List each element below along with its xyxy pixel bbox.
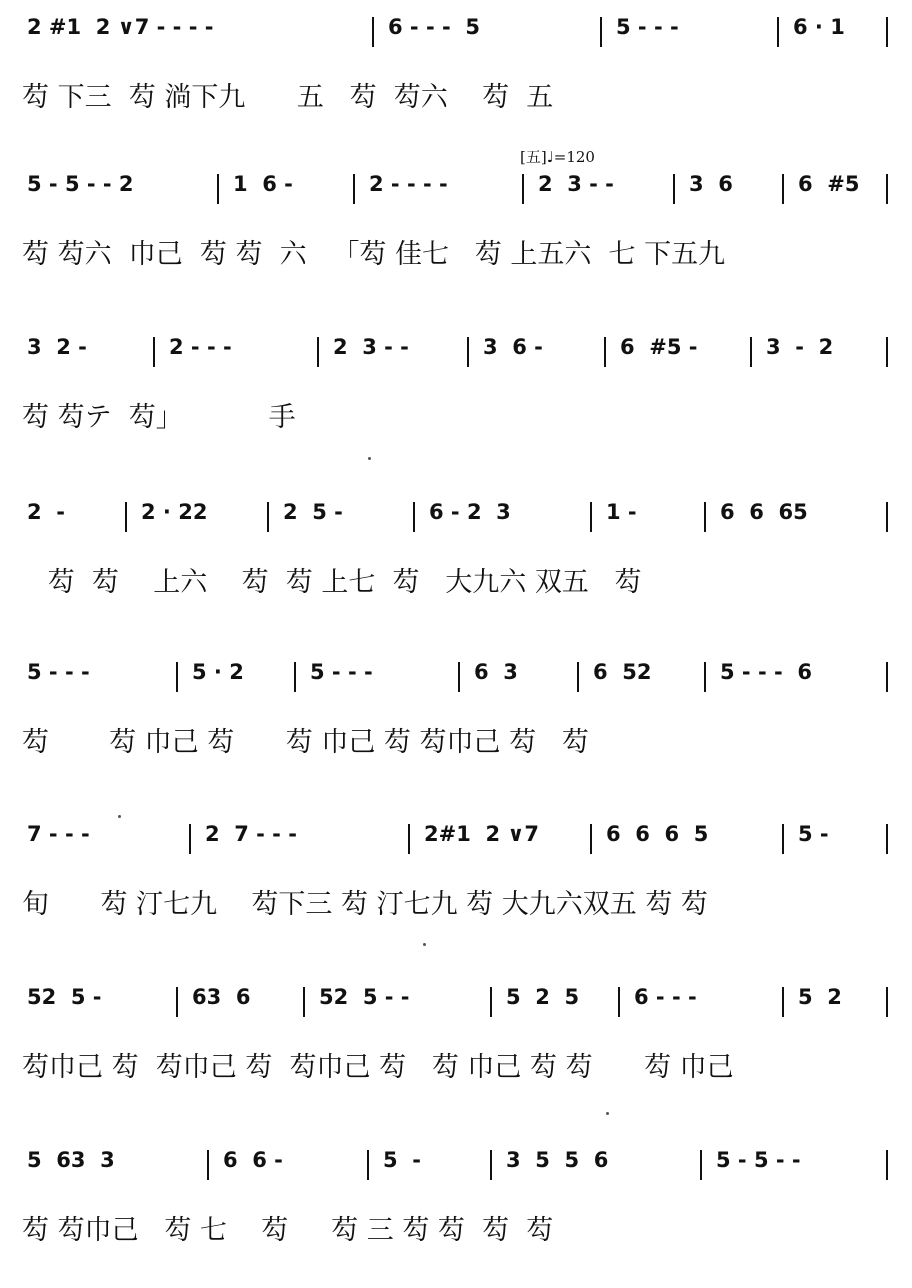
bar-line: [176, 662, 178, 692]
measure-notes: 5 - 5 - - 2: [27, 172, 134, 196]
bar-line: [750, 337, 752, 367]
bar-line: [604, 337, 606, 367]
bar-line: [704, 502, 706, 532]
bar-line: [317, 337, 319, 367]
tablature-text: 芶 芶巾己 芶 七 芶 芶 三 芶 芶 芶 芶: [22, 1215, 554, 1246]
tablature-text: 芶巾己 芶 芶巾己 芶 芶巾己 芶 芶 巾己 芶 芶 芶 巾己: [22, 1052, 734, 1083]
measure-notes: 6 - - -: [634, 985, 697, 1009]
measure-notes: 1 -: [606, 500, 637, 524]
measure-notes: 5 -: [798, 822, 829, 846]
score-line: [0, 660, 912, 800]
measure-notes: 5 - - -: [310, 660, 373, 684]
tablature-row: [0, 395, 912, 455]
bar-line: [153, 337, 155, 367]
measure-notes: 2 · 22: [141, 500, 208, 524]
tablature-row: [0, 1208, 912, 1268]
measure-notes: 2 #1 2 ∨7 - - - -: [27, 15, 214, 39]
paper-speck: [368, 457, 371, 460]
tablature-row: [0, 1045, 912, 1105]
score-line: [0, 172, 912, 312]
tablature-row: [0, 882, 912, 942]
measure-notes: 6 6 -: [223, 1148, 283, 1172]
notation-row: [0, 1148, 912, 1208]
bar-line: [189, 824, 191, 854]
measure-notes: 6 6 65: [720, 500, 808, 524]
bar-line: [673, 174, 675, 204]
tablature-text: 芶 芶 巾己 芶 芶 巾己 芶 芶巾己 芶 芶: [22, 727, 589, 758]
bar-line: [522, 174, 524, 204]
bar-line: [600, 17, 602, 47]
measure-notes: 6 - - - 5: [388, 15, 480, 39]
tablature-row: [0, 560, 912, 620]
bar-line: [367, 1150, 369, 1180]
bar-line: [618, 987, 620, 1017]
bar-line: [125, 502, 127, 532]
score-line: [0, 335, 912, 475]
measure-notes: 63 6: [192, 985, 251, 1009]
tablature-row: [0, 720, 912, 780]
bar-line: [777, 17, 779, 47]
measure-notes: 6 - 2 3: [429, 500, 511, 524]
bar-line: [353, 174, 355, 204]
paper-speck: [118, 815, 121, 818]
measure-notes: 2 5 -: [283, 500, 343, 524]
measure-notes: 2 3 - -: [333, 335, 409, 359]
bar-line: [590, 502, 592, 532]
measure-notes: 1 6 -: [233, 172, 293, 196]
tablature-text: 芶 下三 芶 淌下九 五 芶 芶六 芶 五: [22, 82, 554, 113]
tablature-row: [0, 232, 912, 292]
bar-line: [217, 174, 219, 204]
bar-line: [408, 824, 410, 854]
paper-speck: [606, 1112, 609, 1115]
bar-line: [886, 17, 888, 47]
bar-line: [782, 987, 784, 1017]
bar-line: [207, 1150, 209, 1180]
measure-notes: 6 #5: [798, 172, 860, 196]
measure-notes: 3 - 2: [766, 335, 834, 359]
tablature-text: 芶 芶 上六 芶 芶 上七 芶 大九六 双五 芶: [22, 567, 642, 598]
bar-line: [886, 1150, 888, 1180]
tablature-text: 芶 芶六 巾己 芶 芶 六 「芶 佳七 芶 上五六 七 下五九: [22, 239, 726, 270]
measure-notes: 5 - 5 - -: [716, 1148, 801, 1172]
score-line: [0, 1148, 912, 1288]
bar-line: [886, 824, 888, 854]
notation-row: [0, 822, 912, 882]
measure-notes: 5 -: [383, 1148, 421, 1172]
bar-line: [590, 824, 592, 854]
bar-line: [704, 662, 706, 692]
measure-notes: 6 52: [593, 660, 652, 684]
measure-notes: 5 2: [798, 985, 842, 1009]
measure-notes: 2 - - -: [169, 335, 232, 359]
notation-row: [0, 335, 912, 395]
bar-line: [886, 502, 888, 532]
bar-line: [467, 337, 469, 367]
bar-line: [413, 502, 415, 532]
bar-line: [886, 987, 888, 1017]
bar-line: [782, 824, 784, 854]
notation-row: [0, 15, 912, 75]
tablature-row: [0, 75, 912, 135]
tablature-text: 旬 芶 汀七九 芶下三 芶 汀七九 芶 大九六双五 芶 芶: [22, 889, 708, 920]
bar-line: [886, 662, 888, 692]
notation-row: [0, 985, 912, 1045]
bar-line: [700, 1150, 702, 1180]
notation-row: [0, 660, 912, 720]
measure-notes: 3 6: [689, 172, 733, 196]
bar-line: [782, 174, 784, 204]
measure-notes: 3 2 -: [27, 335, 87, 359]
measure-notes: 6 · 1: [793, 15, 845, 39]
measure-notes: 5 - - - 6: [720, 660, 812, 684]
measure-notes: 6 #5 -: [620, 335, 698, 359]
score-line: [0, 822, 912, 962]
bar-line: [886, 337, 888, 367]
bar-line: [577, 662, 579, 692]
tempo-mark: [五]♩=120: [520, 148, 595, 166]
measure-notes: 5 · 2: [192, 660, 244, 684]
measure-notes: 5 63 3: [27, 1148, 115, 1172]
bar-line: [372, 17, 374, 47]
score-line: [0, 985, 912, 1125]
notation-row: [0, 172, 912, 232]
measure-notes: 2 - - - -: [369, 172, 448, 196]
notation-row: [0, 500, 912, 560]
measure-notes: 3 5 5 6: [506, 1148, 609, 1172]
paper-speck: [423, 943, 426, 946]
measure-notes: 2 -: [27, 500, 65, 524]
bar-line: [490, 987, 492, 1017]
measure-notes: 6 6 6 5: [606, 822, 709, 846]
measure-notes: 52 5 -: [27, 985, 102, 1009]
measure-notes: 2 7 - - -: [205, 822, 297, 846]
measure-notes: 5 - - -: [27, 660, 90, 684]
measure-notes: 5 2 5: [506, 985, 580, 1009]
bar-line: [303, 987, 305, 1017]
measure-notes: 2 3 - -: [538, 172, 614, 196]
score-line: [0, 15, 912, 155]
measure-notes: 5 - - -: [616, 15, 679, 39]
tablature-text: 芶 芶テ 芶」 手: [22, 402, 296, 433]
bar-line: [267, 502, 269, 532]
measure-notes: 7 - - -: [27, 822, 90, 846]
measure-notes: 2#1 2 ∨7: [424, 822, 540, 846]
measure-notes: 6 3: [474, 660, 518, 684]
score-line: [0, 500, 912, 640]
measure-notes: 52 5 - -: [319, 985, 410, 1009]
bar-line: [458, 662, 460, 692]
bar-line: [294, 662, 296, 692]
measure-notes: 3 6 -: [483, 335, 543, 359]
bar-line: [176, 987, 178, 1017]
bar-line: [490, 1150, 492, 1180]
bar-line: [886, 174, 888, 204]
